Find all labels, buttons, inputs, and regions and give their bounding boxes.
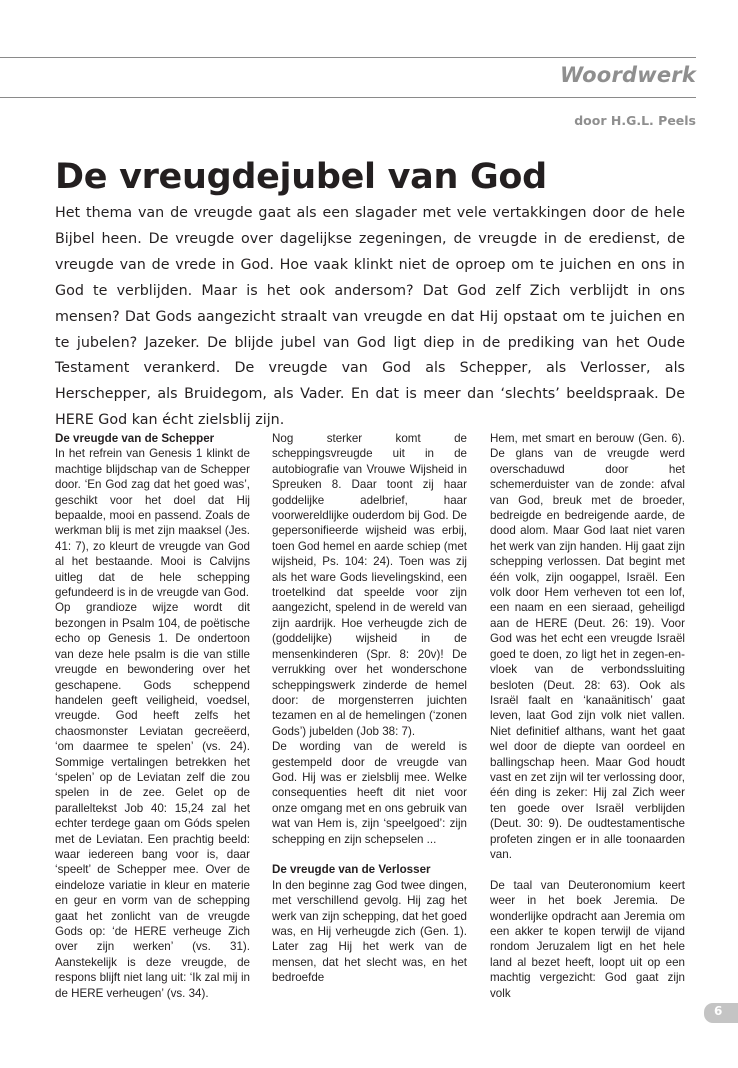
header-rule-top — [0, 57, 696, 58]
subheading-verlosser: De vreugde van de Verlosser — [272, 863, 431, 877]
body-paragraph: In den beginne zag God twee dingen, met verschillend gevolg. Hij zag het werk van zijn schepping, dat het goed was, en Hij verheugde zich (Gen. 1). Later zag Hij het werk van de mensen, dat het slecht was, en het bedroefde — [272, 878, 467, 985]
paragraph-gap — [272, 847, 467, 862]
header-rule-bottom — [0, 97, 696, 98]
body-paragraph: In het refrein van Genesis 1 klinkt de machtige blijdschap van de Schepper door. ‘En God zag dat het goed was’, geschikt voor het doel dat Hij bepaalde, mooi en passend. Zoals de werkman blij is met zijn maaksel (Jes. 41: 7), zo kleurt de vreugde van God al het bestaande. Mooi is Calvijns uitleg dat de hele schepping gefundeerd is in de vreugde van God. — [55, 447, 250, 600]
body-paragraph: De wording van de wereld is gestempeld door de vreugde van God. Hij was er zielsblij mee. Welke consequenties heeft dit niet voor onze omgang met en ons gebruik van wat van Hem is, zijn ‘speelgoed’: zijn schepping en zijn schepselen ... — [272, 740, 467, 846]
article-column-1 — [55, 431, 250, 1011]
body-paragraph: Hem, met smart en berouw (Gen. 6). De glans van de vreugde werd overschaduwd door het schemerduister van de zonde: afval van God, breuk met de broeder, bedreigde en bedreigende aarde, de dood alom. Maar God laat niet varen het werk van zijn handen. Hij gaat zijn schepping verlossen. Dat begint met één volk, zijn oogappel, Israël. Een volk door Hem verheven tot een lof, een naam en een sieraad, geheiligd aan de HERE (Deut. 26: 19). Voor God was het echt een vreugde Israël goed te doen, zo ligt het in zegen-en-vloek van de verbondssluiting besloten (Deut. 28: 63). Ook als Israël faalt en ‘kanaänitisch’ gaat leven, laat God zijn volk niet vallen. Niet definitief althans, want het gaat wel door de diepte van oordeel en ballingschap heen. Maar God houdt vast en zet zijn wil ter verlossing door, één ding is zeker: Hij zal Zich weer ten goede over Israël verblijden (Deut. 30: 9). De oudtestamentische profeten zingen er in alle toonaarden van. — [490, 432, 685, 861]
article-column-3 — [490, 431, 685, 1011]
author-byline: door H.G.L. Peels — [574, 113, 696, 128]
body-paragraph: Nog sterker komt de scheppingsvreugde uit in de autobiografie van Vrouwe Wijsheid in Spreuken 8. Daar toont zij haar goddelijke adelbrief, haar voorwereldlijke ouderdom bij God. De gepersonifieerde wijsheid was erbij, toen God hemel en aarde schiep (met wijsheid, Ps. 104: 24). Toen was zij als het ware Gods lievelingskind, een troetelkind dat speelde voor zijn aangezicht, spelend in de wereld van zijn aardrijk. Hoe verheugde zich de (goddelijke) wijsheid in de mensenkinderen (Spr. 8: 20v)! De verrukking over het wonderschone scheppingswerk zinderde de hemel door: de morgensterren juichten tezamen en al de hemelingen (‘zonen Gods’) jubelden (Job 38: 7). — [272, 432, 467, 738]
paragraph-gap — [490, 862, 685, 877]
article-title: De vreugdejubel van God — [55, 157, 547, 197]
body-paragraph: De taal van Deuteronomium keert weer in het boek Jeremia. De wonderlijke opdracht aan Jeremia om een akker te kopen terwijl de vijand rondom Jeruzalem ligt en het hele land al bezet heeft, loopt uit op een machtig vergezicht: God gaat zijn volk — [490, 878, 685, 1000]
subheading-schepper: De vreugde van de Schepper — [55, 432, 215, 445]
article-intro: Het thema van de vreugde gaat als een slagader met vele vertakkingen door de hele Bijbel heen. De vreugde over dagelijkse zegeningen, de vreugde in de eredienst, de vreugde van de vrede in God. Hoe vaak klinkt niet de oproep om te juichen en ons in God te verblijden. Maar is het ook andersom? Dat God zelf Zich verblijdt in ons mensen? Dat Gods aangezicht straalt van vreugde en dat Hij opstaat om te juichen en te jubelen? Jazeker. De blijde jubel van God ligt diep in de prediking van het Oude Testament verankerd. De vreugde van God als Schepper, als Verlosser, als Herschepper, als Bruidegom, als Vader. En dat is meer dan ‘slechts’ beeldspraak. De HERE God kan écht zielsblij zijn. — [55, 205, 685, 429]
body-paragraph: Op grandioze wijze wordt dit bezongen in Psalm 104, de poëtische echo op Genesis 1. De ondertoon van deze hele psalm is die van stille vreugde en bewondering over het geschapene. Gods scheppend handelen geeft veiligheid, voedsel, vreugde. God heeft zelfs het chaosmonster Leviatan gecreëerd, ‘om daarmee te spelen’ (vs. 24). Sommige vertalingen betrekken het ‘spelen’ op de Leviatan zelf die zou spelen in de zee. Gelet op de paralleltekst Job 40: 15,24 zal het echter terdege gaan om Góds spelen met de Leviatan. Een prachtig beeld: waar iedereen bang voor is, daar ‘speelt’ de Schepper mee. Over de eindeloze variatie in kleur en materie en geur en vorm van de schepping gaat het zonlicht van de vreugde Gods op: ‘de HERE verheuge Zich over zijn werken’ (vs. 31). Aanstekelijk is deze vreugde, de respons blijft niet lang uit: ‘Ik zal mij in de HERE verheugen’ (vs. 34). — [55, 601, 250, 1000]
page-number: 6 — [714, 1004, 723, 1018]
article-column-2 — [272, 431, 467, 1011]
section-title: Woordwerk — [559, 63, 696, 87]
